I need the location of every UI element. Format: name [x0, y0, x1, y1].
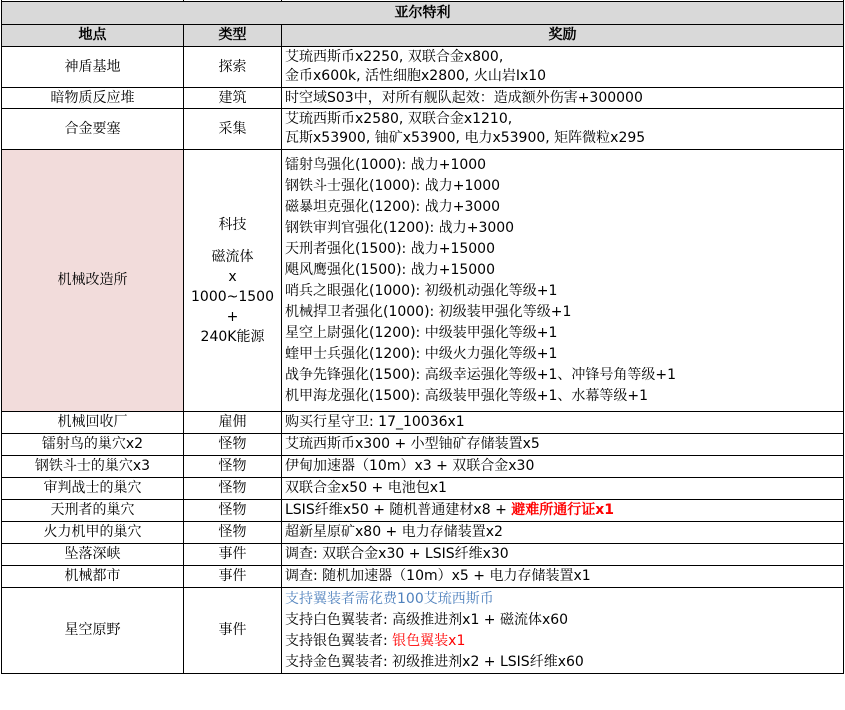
type-line: 1000~1500 [191, 288, 274, 305]
reward-line: 钢铁审判官强化(1200): 战力+3000 [285, 219, 515, 236]
place-cell: 合金要塞 [2, 109, 184, 150]
reward-cell: 双联合金x50 + 电池包x1 [282, 478, 844, 500]
type-line: 磁流体 [211, 248, 254, 265]
type-cell [184, 150, 282, 412]
place-cell: 镭射鸟的巢穴x2 [2, 434, 184, 456]
reward-highlight-text: 银色翼装x1 [392, 632, 466, 649]
reward-line: 瓦斯x53900, 铀矿x53900, 电力x53900, 矩阵微粒x295 [285, 130, 646, 146]
table-header-row [2, 25, 844, 47]
reward-line: 艾琉西斯币x2250, 双联合金x800, [285, 49, 504, 65]
type-cell: 怪物 [184, 478, 282, 500]
table-row [2, 412, 844, 434]
type-cell: 怪物 [184, 522, 282, 544]
reward-cell: 伊甸加速器（10m）x3 + 双联合金x30 [282, 456, 844, 478]
reward-line: 机械捍卫者强化(1000): 初级装甲强化等级+1 [285, 303, 572, 320]
reward-table [1, 0, 844, 674]
table-row [2, 588, 844, 674]
reward-line [285, 631, 840, 652]
place-cell: 天刑者的巢穴 [2, 500, 184, 522]
table-row [2, 500, 844, 522]
type-line: 240K能源 [200, 328, 265, 345]
type-cell: 建筑 [184, 88, 282, 109]
place-cell: 火力机甲的巢穴 [2, 522, 184, 544]
reward-text: 支持银色翼装者: [285, 632, 393, 649]
reward-line-note: 支持翼装者需花费100艾琉西斯币 [285, 590, 494, 607]
reward-cell: 购买行星守卫: 17_10036x1 [282, 412, 844, 434]
table-row [2, 150, 844, 412]
type-cell: 怪物 [184, 456, 282, 478]
place-cell: 暗物质反应堆 [2, 88, 184, 109]
header-place: 地点 [2, 25, 184, 47]
table-row [2, 522, 844, 544]
place-cell: 钢铁斗士的巢穴x3 [2, 456, 184, 478]
reward-line: 蝰甲士兵强化(1200): 中级火力强化等级+1 [285, 345, 558, 362]
table-row [2, 478, 844, 500]
reward-line: 金币x600k, 活性细胞x2800, 火山岩Ⅰx10 [285, 68, 547, 84]
type-cell: 事件 [184, 566, 282, 588]
type-line: + [226, 308, 239, 325]
table-row [2, 88, 844, 109]
place-cell: 审判战士的巢穴 [2, 478, 184, 500]
reward-line: 钢铁斗士强化(1000): 战力+1000 [285, 177, 501, 194]
table-row [2, 456, 844, 478]
reward-line: 飓风鹰强化(1500): 战力+15000 [285, 261, 495, 278]
reward-line: 星空上尉强化(1200): 中级装甲强化等级+1 [285, 324, 558, 341]
table-row [2, 566, 844, 588]
type-line: x [228, 268, 237, 285]
table-row [2, 47, 844, 88]
reward-cell [282, 47, 844, 88]
type-cell: 事件 [184, 588, 282, 674]
reward-cell: 超新星原矿x80 + 电力存储装置x2 [282, 522, 844, 544]
type-cell: 事件 [184, 544, 282, 566]
type-cell: 探索 [184, 47, 282, 88]
table-row [2, 109, 844, 150]
place-cell: 坠落深峡 [2, 544, 184, 566]
reward-line: 哨兵之眼强化(1000): 初级机动强化等级+1 [285, 282, 558, 299]
table-row [2, 434, 844, 456]
reward-highlight-text: 避难所通行证x1 [511, 502, 615, 518]
reward-text: LSIS纤维x50 + 随机普通建材x8 + [285, 502, 512, 518]
place-cell: 星空原野 [2, 588, 184, 674]
reward-cell: 调查: 双联合金x30 + LSIS纤维x30 [282, 544, 844, 566]
reward-cell [282, 588, 844, 674]
place-cell: 机械都市 [2, 566, 184, 588]
table-row [2, 544, 844, 566]
reward-cell: 调查: 随机加速器（10m）x5 + 电力存储装置x1 [282, 566, 844, 588]
place-cell: 神盾基地 [2, 47, 184, 88]
type-cell: 雇佣 [184, 412, 282, 434]
type-line: 科技 [218, 216, 247, 233]
reward-cell [282, 500, 844, 522]
reward-line: 镭射鸟强化(1000): 战力+1000 [285, 156, 487, 173]
header-type: 类型 [184, 25, 282, 47]
reward-cell [282, 150, 844, 412]
place-cell: 机械改造所 [2, 150, 184, 412]
reward-line: 天刑者强化(1500): 战力+15000 [285, 240, 495, 257]
reward-line: 艾琉西斯币x2580, 双联合金x1210, [285, 111, 513, 127]
reward-line: 机甲海龙强化(1500): 高级装甲强化等级+1、水幕等级+1 [285, 387, 648, 404]
table-title-row [2, 2, 844, 25]
reward-line: 支持白色翼装者: 高级推进剂x1 + 磁流体x60 [285, 611, 569, 628]
table-title: 亚尔特利 [2, 2, 844, 25]
reward-line: 磁暴坦克强化(1200): 战力+3000 [285, 198, 501, 215]
header-reward: 奖励 [282, 25, 844, 47]
reward-line: 战争先锋强化(1500): 高级幸运强化等级+1、冲锋号角等级+1 [285, 366, 676, 383]
reward-cell [282, 109, 844, 150]
reward-cell: 艾琉西斯币x300 + 小型铀矿存储装置x5 [282, 434, 844, 456]
place-cell: 机械回收厂 [2, 412, 184, 434]
type-cell: 怪物 [184, 434, 282, 456]
reward-cell: 时空域S03中，对所有舰队起效：造成额外伤害+300000 [282, 88, 844, 109]
type-cell: 怪物 [184, 500, 282, 522]
reward-line: 支持金色翼装者: 初级推进剂x2 + LSIS纤维x60 [285, 653, 584, 670]
type-cell: 采集 [184, 109, 282, 150]
